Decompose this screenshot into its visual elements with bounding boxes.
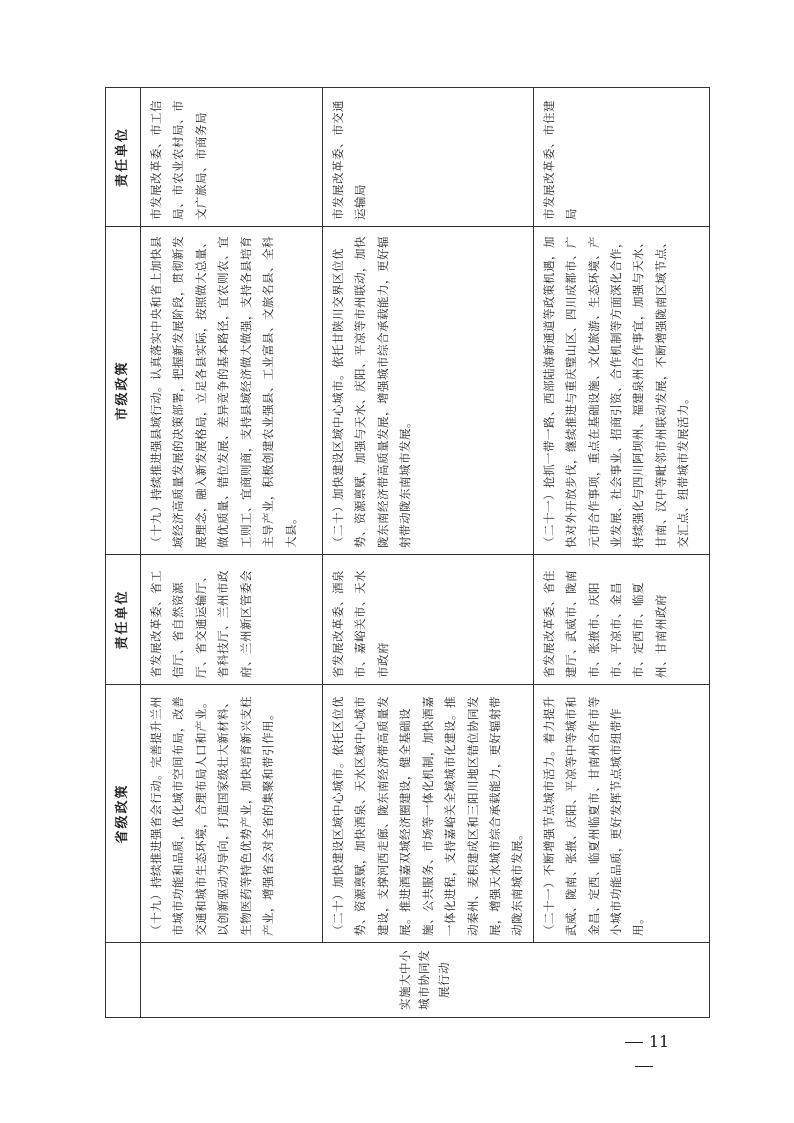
- municipal-unit-cell: 市发展改革委、市住建局: [533, 88, 709, 227]
- table-row: [141, 88, 323, 1018]
- page-number: [604, 1030, 684, 1054]
- provincial-unit-cell: 省发展改革委、省住建厅、武威市、陇南市、张掖市、庆阳市、平凉市、金昌市、定西市、临夏州、甘南州政府: [533, 555, 709, 685]
- table-row: [533, 88, 709, 1018]
- header-provincial-unit: 责任单位: [106, 555, 141, 685]
- rotated-table-wrapper: [105, 88, 691, 1018]
- category-label: 实施大中小城市协同发展行动: [397, 950, 451, 1010]
- page-number-text: 11: [648, 1032, 670, 1051]
- municipal-policy-cell: （十九）持续推进强县域行动。认真落实中央和省上加快县域经济高质量发展的决策部署，把握新发展阶段，贯彻新发展理念，融入新发展格局，立足各县实际，按照做大总量、做优质量、错位发展、差异竞争的基本路径，宜农则农、宜工则工、宜商则商，支持县域经济做大做强，支持各县培育主导产业，积极创建农业强县、工业富县、文旅名县、全科大县。: [141, 227, 323, 555]
- page-number-dash-right: [635, 1066, 653, 1067]
- header-municipal-unit: 责任单位: [106, 88, 141, 227]
- municipal-unit-cell: 市发展改革委、市交通运输局: [323, 88, 534, 227]
- table-row: [323, 88, 534, 1018]
- provincial-unit-cell: 省发展改革委、省工信厅、省自然资源厅、省交通运输厅、省科技厅、兰州市政府、兰州新区管委会: [141, 555, 323, 685]
- header-category: [106, 943, 141, 1018]
- category-cell: [141, 943, 710, 1018]
- municipal-policy-cell: （二十）加快建设区域中心城市。依托甘陕川交界区位优势、资源禀赋，加强与天水、庆阳、平凉等市州联动，加快陇东南经济带高质量发展，增强城市综合承载能力，更好辐射带动陇东南城市发展。: [323, 227, 534, 555]
- provincial-policy-cell: （十九）持续推进强省会行动。完善提升兰州市城市功能和品质，优化城市空间布局，改善交通和城市生态环境，合理布局人口和产业。以创新驱动为导向，打造国家级壮大新材料、生物医药等特色优势产业，加快培育新兴支柱产业，增强省会对全省的集聚和带引作用。: [141, 685, 323, 943]
- header-provincial-policy: 省级政策: [106, 685, 141, 943]
- table-header-row: [106, 88, 141, 1018]
- municipal-unit-cell: 市发展改革委、市工信局、市农业农村局、市文广旅局、市商务局: [141, 88, 323, 227]
- municipal-policy-cell: （二十一）抢抓一带一路、西部陆海新通道等政策机遇，加快对外开放步伐，继续推进与重庆璧山区、四川成都市、广元市合作事项，重点在基础设施、文化旅游、生态环境、产业发展、社会事业、招商引资、合作机制等方面深化合作，持续强化与四川阿坝州、福建泉州合作事宜，加强与天水、甘南、汉中等毗邻市州联动发展，不断增强陇南区域节点、交汇点、纽带城市发展活力。: [533, 227, 709, 555]
- provincial-unit-cell: 省发展改革委、酒泉市、嘉峪关市、天水市政府: [323, 555, 534, 685]
- header-municipal-policy: 市级政策: [106, 227, 141, 555]
- provincial-policy-cell: （二十）加快建设区域中心城市。依托区位优势、资源禀赋，加快酒泉、天水区域中心城市建设，支撑河西走廊、陇东南经济带高质量发展。推进酒嘉双城经济圈建设，健全基础设施、公共服务、市场等一体化机制，加快酒嘉一体化进程，支持嘉峪关全域城市化建设。推动秦州、麦积建成区和三阳川地区错位协同发展，增强天水城市综合承载能力，更好辐射带动陇东南城市发展。: [323, 685, 534, 943]
- provincial-policy-cell: （二十一）不断增强节点城市活力。着力提升武威、陇南、张掖、庆阳、平凉等中等城市和金昌、定西、临夏州临夏市、甘南州合作市等小城市功能品质，更好发挥节点城市纽带作用。: [533, 685, 709, 943]
- rotated-table-sheet: [105, 88, 691, 1018]
- policy-table: [105, 87, 710, 1018]
- page-number-dash-left: [625, 1042, 643, 1043]
